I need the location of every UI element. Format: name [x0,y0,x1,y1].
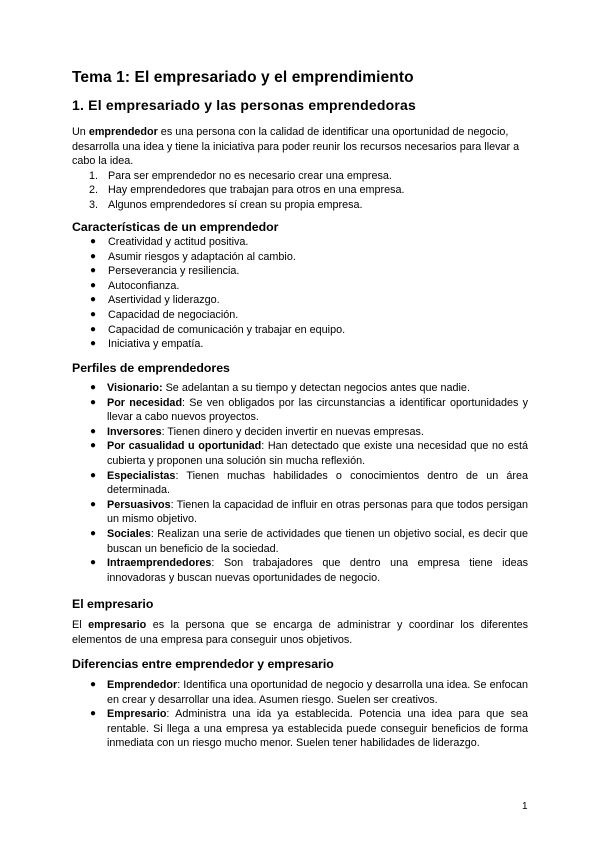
list-item [72,381,528,396]
intro-prefix: Un [72,126,89,138]
item-text: Capacidad de comunicación y trabajar en equipo. [108,323,346,336]
bullet-icon: ● [90,425,97,437]
item-text: Se adelantan a su tiempo y detectan negocios antes que nadie. [162,382,470,394]
item-term: Por necesidad [107,396,183,409]
list-item [72,556,528,585]
item-text: : Identifica una oportunidad de negocio y desarrolla una idea. Se enfocan en crear y desarrollar una idea. Asumen riesgo. Suelen ser creativos. [107,679,528,706]
paragraph-term: empresario [88,619,147,631]
numbered-item [72,198,528,213]
bullet-icon: ● [90,265,97,277]
item-term: Por casualidad u oportunidad [107,440,262,453]
list-item [72,235,528,250]
list-item [72,264,528,279]
item-term: Persuasivos [107,498,171,511]
section-heading: 1. El empresariado y las personas emprendedoras [72,97,416,113]
item-text: Autoconfianza. [108,279,180,292]
empresario-paragraph [72,618,528,647]
bullet-icon: ● [90,382,97,393]
list-item [72,469,528,498]
item-term: Empresario [107,708,167,721]
bullet-icon: ● [90,236,97,247]
bullet-icon: ● [90,527,97,539]
document-title: Tema 1: El empresariado y el emprendimiento [72,69,414,86]
numbered-list [72,169,528,213]
bullet-icon: ● [90,440,97,452]
bullet-icon: ● [90,250,97,262]
bullet-icon: ● [90,396,97,408]
item-text: Creatividad y actitud positiva. [108,236,249,248]
list-item [72,337,528,352]
intro-term: emprendedor [88,126,158,138]
list-number: 2. [89,184,99,197]
subheading: Perfiles de emprendedores [72,361,230,375]
bullet-icon: ● [90,469,97,481]
bullet-list [72,678,528,751]
numbered-item [72,183,528,198]
item-term: Emprendedor [107,679,178,691]
item-text: : Son trabajadores que dentro una empresa tiene ideas innovadoras y buscan nuevas oportunidades de negocio. [107,557,528,584]
list-number: 1. [89,169,99,182]
list-item [72,308,528,323]
item-text: : Tienen muchas habilidades o conocimientos dentro de un área determinada. [107,469,528,497]
item-term: Sociales [107,527,151,540]
list-item [72,250,528,265]
item-text: Algunos emprendedores sí crean su propia empresa. [108,198,363,211]
empresario-section [72,597,528,647]
list-item [72,396,528,425]
bullet-icon: ● [90,708,97,720]
item-text: : Se ven obligados por las circunstancias a identificar oportunidades y llevar a cabo nuevos proyectos. [107,396,529,424]
bullet-list [72,235,528,352]
item-term: Intraemprendedores [107,557,212,570]
list-item [72,498,528,527]
intro-text: es una persona con la calidad de identificar una oportunidad de negocio, desarrolla una idea y tiene la iniciativa para poder reunir los recursos necesarios para llevar a cabo la idea. [72,126,520,168]
subheading: Características de un emprendedor [72,220,279,234]
bullet-icon: ● [90,338,97,350]
item-term: Inversores [107,425,162,438]
bullet-icon: ● [90,323,97,335]
bullet-icon: ● [90,294,97,306]
subheading: El empresario [72,597,154,611]
intro-paragraph [72,125,528,169]
paragraph-text: es la persona que se encarga de administrar y coordinar los diferentes elementos de una empresa para conseguir unos objetivos. [72,619,528,646]
item-term: Especialistas [107,469,176,482]
item-text: Perseverancia y resiliencia. [108,265,240,278]
item-text: Asertividad y liderazgo. [108,294,220,307]
list-item [72,279,528,294]
bullet-icon: ● [90,279,97,291]
numbered-item [72,169,528,184]
item-text: Asumir riesgos y adaptación al cambio. [108,250,296,263]
list-item [72,323,528,338]
item-term: Visionario: [107,382,163,394]
item-text: Para ser emprendedor no es necesario crear una empresa. [108,169,392,182]
bullet-icon: ● [90,498,97,510]
intro-section [72,125,528,213]
item-text: : Administra una ida ya establecida. Potencia una idea para que sea rentable. Si llega a una empresa ya establecida puede conseguir beneficios de forma inmediata con un riesgo mucho menor. Suelen tener habilidades de liderazgo. [107,708,528,750]
bullet-list [72,381,528,585]
perfiles-section [72,361,528,585]
item-text: Hay emprendedores que trabajan para otros en una empresa. [108,184,405,197]
item-text: : Han detectado que existe una necesidad que no está cubierta y proponen una solución sin mucha reflexión. [107,440,528,467]
diferencias-section [72,657,528,751]
bullet-icon: ● [90,557,97,569]
list-number: 3. [89,198,99,211]
bullet-icon: ● [90,679,97,690]
item-text: Iniciativa y empatía. [108,338,204,351]
list-item [72,293,528,308]
item-text: Capacidad de negociación. [108,308,239,321]
list-item [72,439,528,468]
list-item [72,707,528,751]
bullet-icon: ● [90,308,97,320]
item-text: : Tienen dinero y deciden invertir en nuevas empresas. [161,425,424,438]
subheading: Diferencias entre emprendedor y empresario [72,657,334,671]
list-item [72,425,528,440]
list-item [72,678,528,707]
page-number: 1 [522,801,528,812]
list-item [72,527,528,556]
item-text: : Realizan una serie de actividades que tienen un objetivo social, es decir que buscan un beneficio de la sociedad. [107,527,528,555]
caracteristicas-section [72,220,528,352]
item-text: : Tienen la capacidad de influir en otras personas para que todos persigan un mismo objetivo. [107,498,528,526]
paragraph-prefix: El [72,619,89,631]
